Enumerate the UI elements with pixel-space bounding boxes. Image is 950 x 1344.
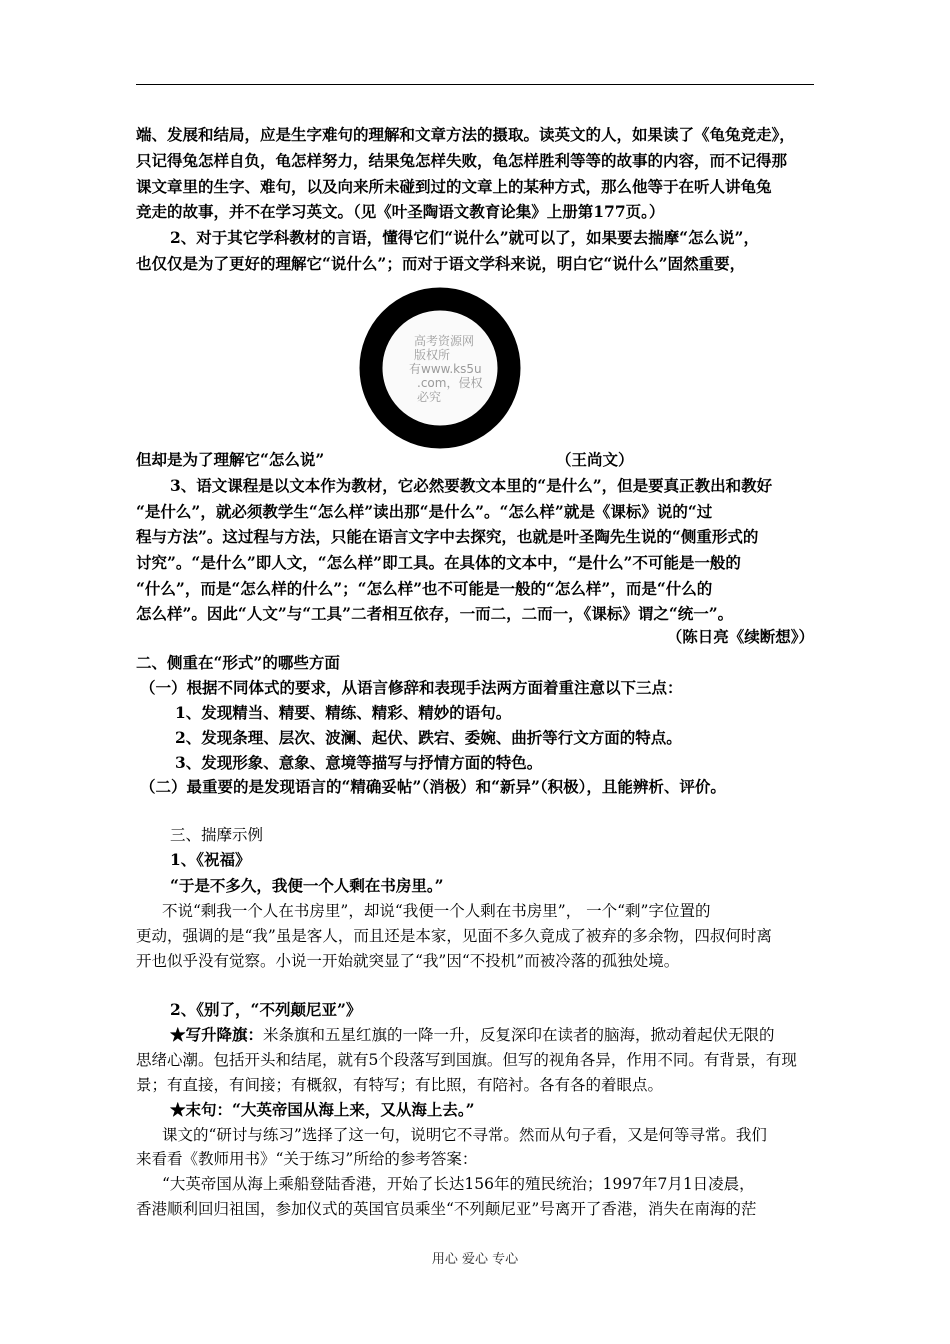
watermark-line: 版权所 [414,348,451,362]
header-rule [136,84,814,85]
text-line: 不说“剩我一个人在书房里”，却说“我便一个人剩在书房里”， 一个“剩”字位置的 [162,902,711,920]
text-line: 开也似乎没有觉察。小说一开始就突显了“我”因“不投机”而被冷落的孤独处境。 [136,952,680,970]
text-line: 讨究”。“是什么”即人文，“怎么样”即工具。在具体的文本中，“是什么”不可能是一般的 [136,553,741,572]
subheading: 2、《别了，“不列颠尼亚”》 [170,1000,362,1019]
text-line: （二）最重要的是发现语言的“精确妥帖”（消极）和“新异”（积极），且能辨析、评价。 [140,777,726,796]
text-line: （一）根据不同体式的要求，从语言修辞和表现手法两方面着重注意以下三点： [140,678,683,697]
attribution: （王尚文） [556,450,634,469]
text-line: 3、语文课程是以文本作为教材，它必然要教文本里的“是什么”，但是要真正教出和教好 [170,476,773,495]
watermark-badge [359,287,521,449]
attribution: （陈日亮《续断想》） [666,627,814,646]
section-heading: 二、侧重在“形式”的哪些方面 [136,653,340,672]
subheading: 1、《祝福》 [170,850,251,869]
text-line: 课文章里的生字、难句，以及向来所未碰到过的文章上的某种方式，那么他等于在听人讲龟兔 [136,177,772,196]
text-line: ★末句：“大英帝国从海上来，又从海上去。” [170,1100,475,1119]
text-line: 景；有直接，有间接；有概叙，有特写；有比照，有陪衬。各有各的着眼点。 [136,1076,664,1094]
quote-line: “于是不多久，我便一个人剩在书房里。” [170,876,444,895]
page-footer: 用心 爱心 专心 [431,1252,519,1267]
text-line: “什么”，而是“怎么样的什么”；“怎么样”也不可能是一般的“怎么样”，而是“什么的 [136,579,713,598]
text-line: 竞走的故事，并不在学习英文。（见《叶圣陶语文教育论集》上册第177页。） [136,202,665,221]
text-line: 更动，强调的是“我”虽是客人，而且还是本家，见面不多久竟成了被弃的多余物，四叔何时离 [136,927,772,945]
watermark-line: 有www.ks5u [409,362,482,376]
text-line: 香港顺利回归祖国，参加仪式的英国官员乘坐“不列颠尼亚”号离开了香港，消失在南海的茫 [136,1200,757,1218]
text-line: “是什么”，就必须教学生“怎么样”读出那“是什么”。“怎么样”就是《课标》说的“过 [136,502,713,521]
text-line: 程与方法”。这过程与方法，只能在语言文字中去探究，也就是叶圣陶先生说的“侧重形式的 [136,527,759,546]
list-item: 2、发现条理、层次、波澜、起伏、跌宕、委婉、曲折等行文方面的特点。 [175,728,682,747]
text-line: 来看看《教师用书》“关于练习”所给的参考答案： [136,1150,478,1168]
text-line [170,1023,814,1047]
text-fragment: 米条旗和五星红旗的一降一升，反复深印在读者的脑海，掀动着起伏无限的 [263,1026,775,1044]
watermark-line: 高考资源网 [414,334,475,348]
text-line: “大英帝国从海上乘船登陆香港，开始了长达156年的殖民统治；1997年7月1日凌晨， [162,1175,755,1193]
text-line: 怎么样”。因此“人文”与“工具”二者相互依存，一而二，二而一，《课标》谓之“统一”。 [136,604,734,623]
watermark-line: 必究 [417,390,442,404]
text-line: 思绪心潮。包括开头和结尾，就有5个段落写到国旗。但写的视角各异，作用不同。有背景，有现 [136,1051,797,1069]
text-line: 只记得兔怎样自负，龟怎样努力，结果兔怎样失败，龟怎样胜利等等的故事的内容，而不记得那 [136,151,788,170]
text-line: 课文的“研讨与练习”选择了这一句，说明它不寻常。然而从句子看，又是何等寻常。我们 [162,1126,767,1144]
text-line: 2、对于其它学科教材的言语，懂得它们“说什么”就可以了，如果要去揣摩“怎么说”， [170,228,759,247]
section-heading: 三、揣摩示例 [170,826,264,844]
text-line: 也仅仅是为了更好的理解它“说什么”；而对于语文学科来说，明白它“说什么”固然重要， [136,254,746,273]
list-item: 3、发现形象、意象、意境等描写与抒情方面的特色。 [175,753,543,772]
star-label: ★写升降旗： [170,1025,264,1044]
watermark-line: .com，侵权 [417,376,483,390]
list-item: 1、发现精当、精要、精练、精彩、精妙的语句。 [175,703,512,722]
text-line: 但却是为了理解它“怎么说” [136,450,325,469]
text-line: 端、发展和结局，应是生字难句的理解和文章方法的摄取。读英文的人，如果读了《龟兔竞走》， [136,125,795,144]
